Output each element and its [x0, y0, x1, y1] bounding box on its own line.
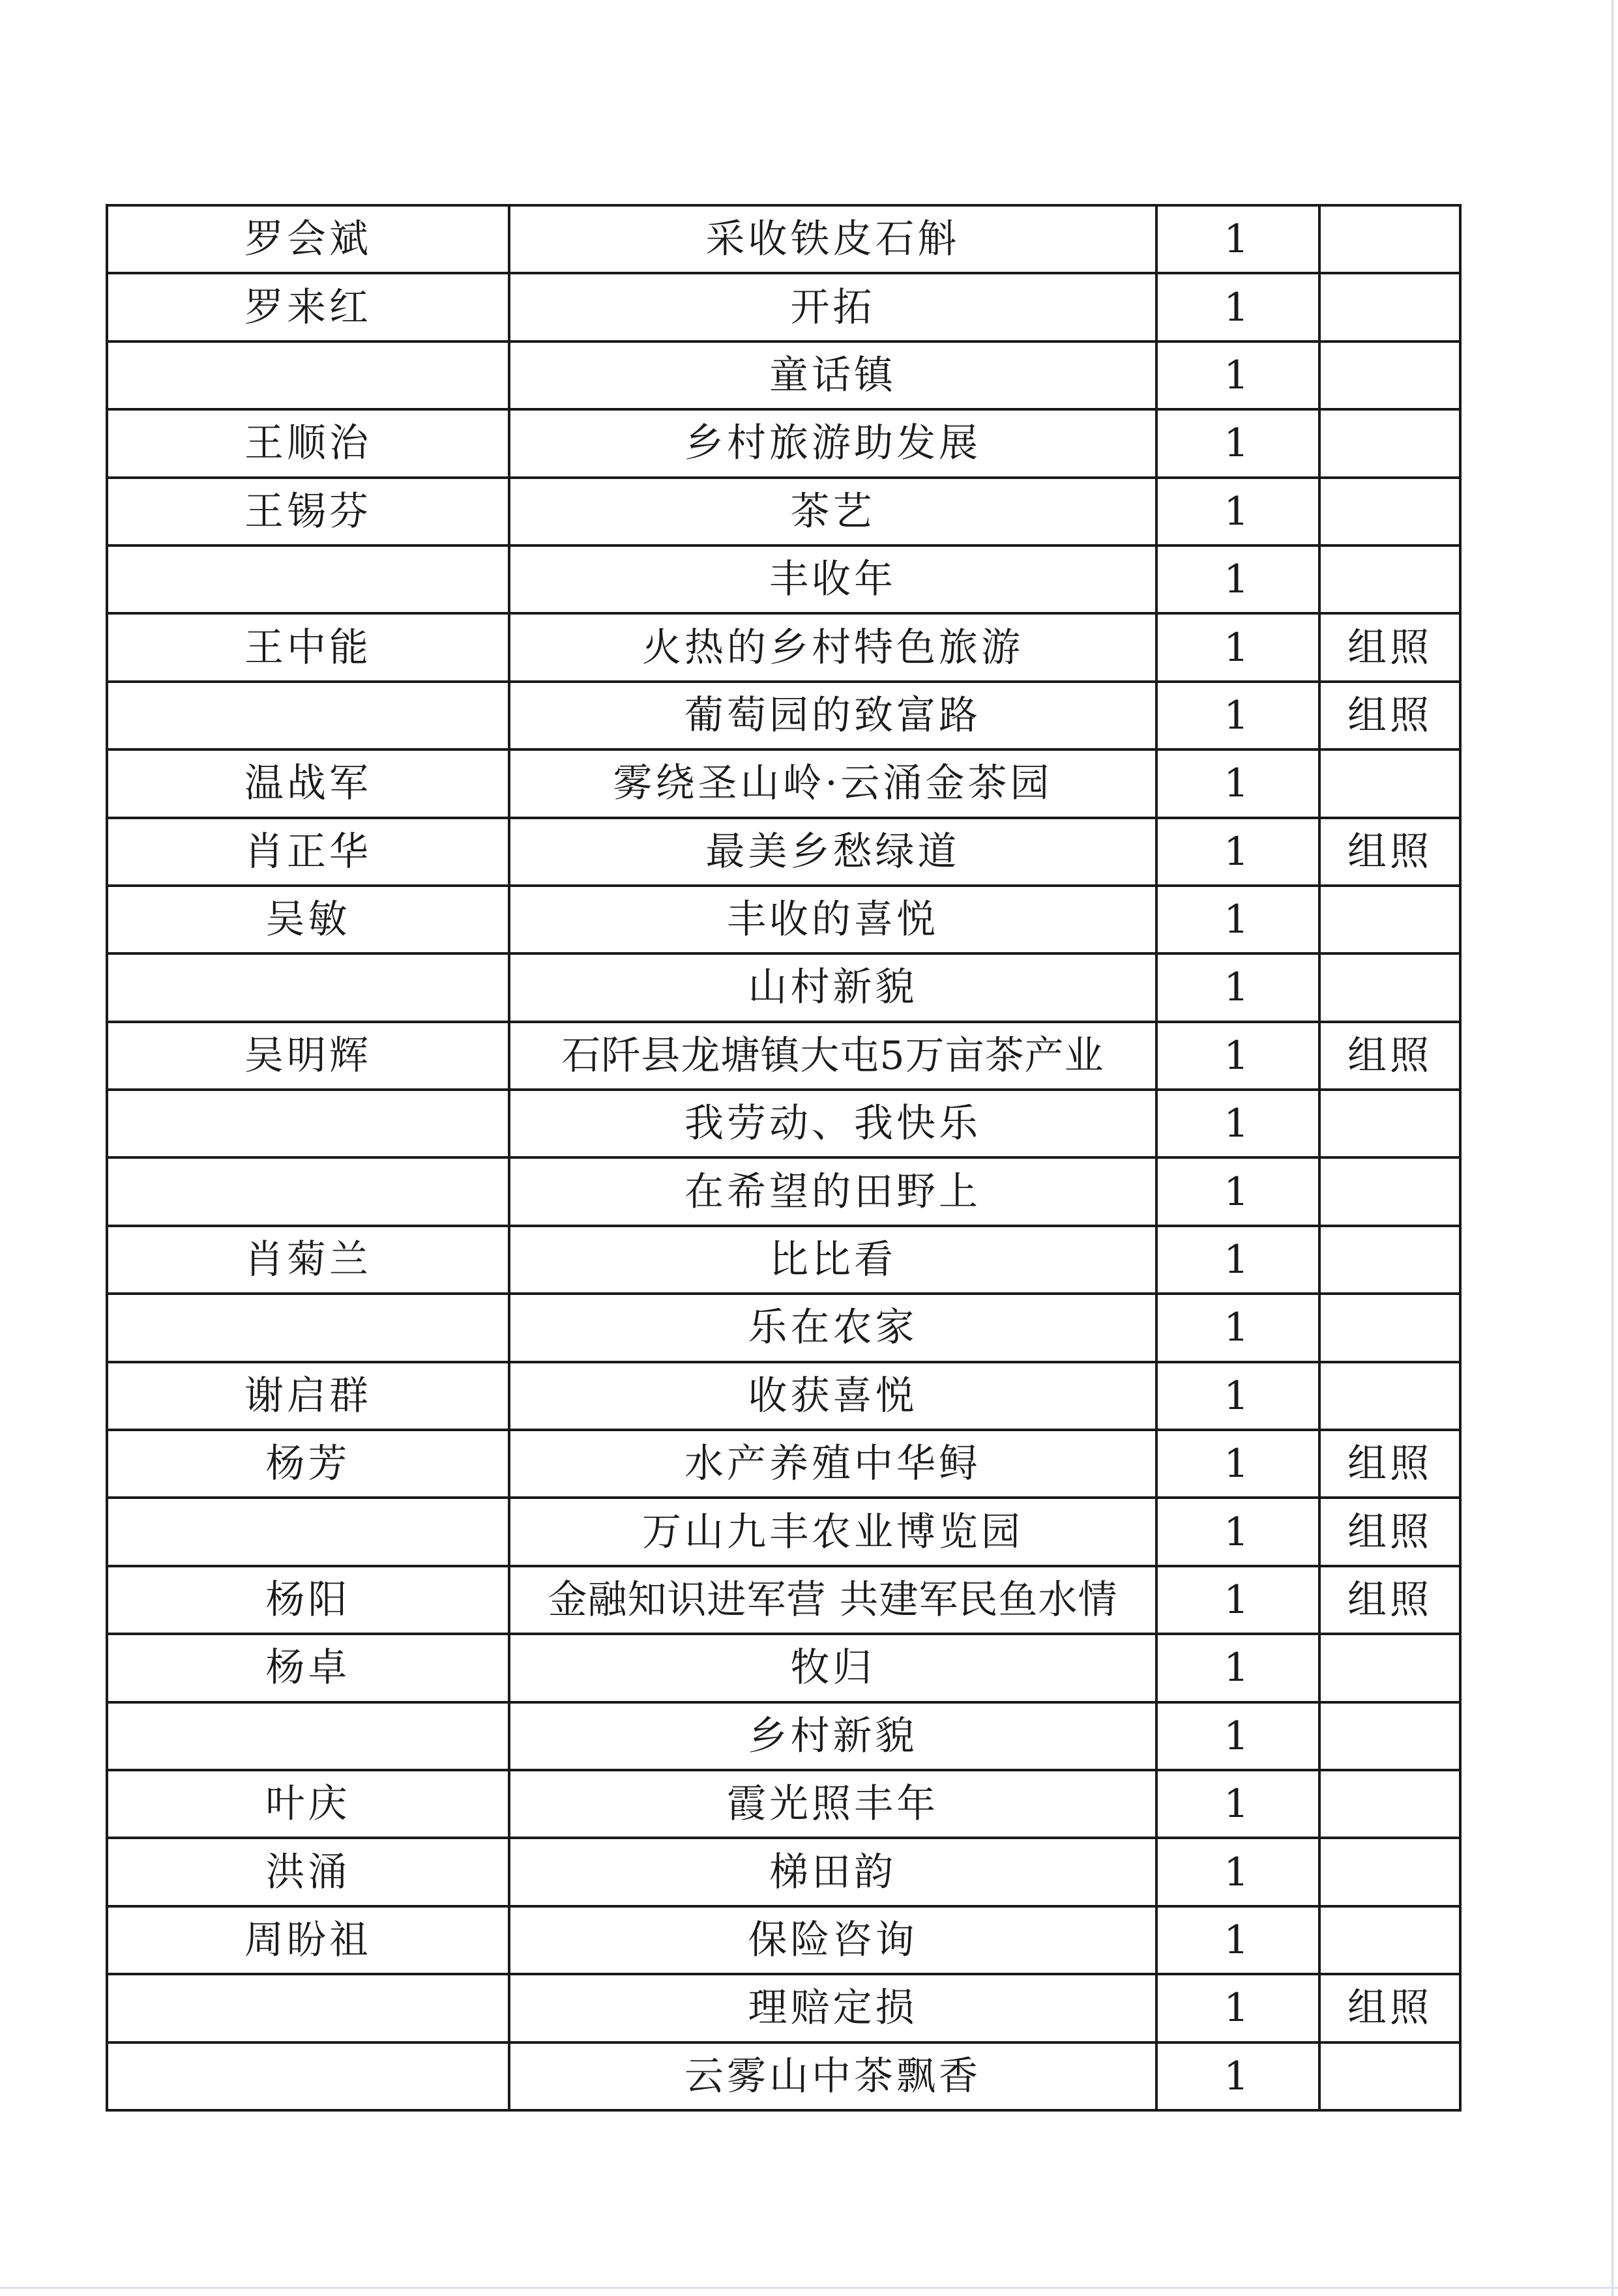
- count-cell: 1: [1156, 1022, 1319, 1090]
- count-cell: 1: [1156, 478, 1319, 545]
- table-row: [107, 1226, 1460, 1294]
- count-cell: 1: [1156, 1838, 1319, 1906]
- title-cell: 童话镇: [509, 341, 1156, 409]
- note-cell: [1319, 1362, 1460, 1430]
- count-cell: 1: [1156, 1362, 1319, 1430]
- author-cell: [107, 341, 509, 409]
- count-cell: 1: [1156, 2042, 1319, 2110]
- table-row: [107, 953, 1460, 1021]
- author-cell: [107, 1090, 509, 1157]
- author-cell: 肖菊兰: [107, 1226, 509, 1294]
- note-cell: [1319, 1226, 1460, 1294]
- title-cell: 山村新貌: [509, 953, 1156, 1021]
- note-cell: [1319, 1294, 1460, 1361]
- table-row: [107, 478, 1460, 545]
- author-cell: [107, 682, 509, 749]
- title-cell: 理赔定损: [509, 1974, 1156, 2042]
- author-cell: 杨卓: [107, 1634, 509, 1702]
- count-cell: 1: [1156, 1226, 1319, 1294]
- title-cell: 乐在农家: [509, 1294, 1156, 1361]
- note-cell: [1319, 341, 1460, 409]
- table-row: [107, 818, 1460, 886]
- count-cell: 1: [1156, 749, 1319, 817]
- count-cell: 1: [1156, 1430, 1319, 1498]
- title-cell: 收获喜悦: [509, 1362, 1156, 1430]
- count-cell: 1: [1156, 818, 1319, 886]
- table-row: [107, 2042, 1460, 2110]
- note-cell: 组照: [1319, 1022, 1460, 1090]
- count-cell: 1: [1156, 1090, 1319, 1157]
- count-cell: 1: [1156, 953, 1319, 1021]
- count-cell: 1: [1156, 205, 1319, 273]
- count-cell: 1: [1156, 1702, 1319, 1770]
- author-cell: [107, 1294, 509, 1361]
- note-cell: 组照: [1319, 613, 1460, 681]
- table-row: [107, 273, 1460, 341]
- count-cell: 1: [1156, 1634, 1319, 1702]
- author-cell: 谢启群: [107, 1362, 509, 1430]
- note-cell: 组照: [1319, 818, 1460, 886]
- table-row: [107, 1362, 1460, 1430]
- table-row: [107, 886, 1460, 953]
- title-cell: 石阡县龙塘镇大屯5万亩茶产业: [509, 1022, 1156, 1090]
- count-cell: 1: [1156, 682, 1319, 749]
- note-cell: 组照: [1319, 682, 1460, 749]
- note-cell: 组照: [1319, 1498, 1460, 1565]
- author-cell: 罗会斌: [107, 205, 509, 273]
- title-cell: 雾绕圣山岭·云涌金茶园: [509, 749, 1156, 817]
- note-cell: [1319, 749, 1460, 817]
- table-row: [107, 1906, 1460, 1974]
- table-row: [107, 1974, 1460, 2042]
- title-cell: 比比看: [509, 1226, 1156, 1294]
- author-cell: 叶庆: [107, 1770, 509, 1838]
- scan-edge-right: [1611, 0, 1613, 2296]
- title-cell: 乡村新貌: [509, 1702, 1156, 1770]
- note-cell: 组照: [1319, 1566, 1460, 1634]
- title-cell: 葡萄园的致富路: [509, 682, 1156, 749]
- title-cell: 梯田韵: [509, 1838, 1156, 1906]
- note-cell: [1319, 2042, 1460, 2110]
- author-cell: [107, 1702, 509, 1770]
- table-row: [107, 1022, 1460, 1090]
- title-cell: 金融知识进军营 共建军民鱼水情: [509, 1566, 1156, 1634]
- table-row: [107, 341, 1460, 409]
- table-row: [107, 749, 1460, 817]
- note-cell: 组照: [1319, 1430, 1460, 1498]
- note-cell: [1319, 886, 1460, 953]
- count-cell: 1: [1156, 886, 1319, 953]
- title-cell: 我劳动、我快乐: [509, 1090, 1156, 1157]
- table-row: [107, 1157, 1460, 1225]
- note-cell: [1319, 1702, 1460, 1770]
- count-cell: 1: [1156, 1906, 1319, 1974]
- author-cell: 罗来红: [107, 273, 509, 341]
- author-cell: 王顺治: [107, 409, 509, 477]
- author-cell: 吴明辉: [107, 1022, 509, 1090]
- count-cell: 1: [1156, 1157, 1319, 1225]
- count-cell: 1: [1156, 341, 1319, 409]
- table-row: [107, 1090, 1460, 1157]
- note-cell: [1319, 1770, 1460, 1838]
- table-row: [107, 1430, 1460, 1498]
- author-cell: [107, 1498, 509, 1565]
- table-row: [107, 1634, 1460, 1702]
- title-cell: 万山九丰农业博览园: [509, 1498, 1156, 1565]
- author-cell: 肖正华: [107, 818, 509, 886]
- title-cell: 丰收年: [509, 545, 1156, 613]
- author-cell: [107, 1157, 509, 1225]
- title-cell: 牧归: [509, 1634, 1156, 1702]
- count-cell: 1: [1156, 613, 1319, 681]
- table-row: [107, 1770, 1460, 1838]
- note-cell: [1319, 1838, 1460, 1906]
- count-cell: 1: [1156, 545, 1319, 613]
- title-cell: 丰收的喜悦: [509, 886, 1156, 953]
- table-row: [107, 1498, 1460, 1565]
- count-cell: 1: [1156, 273, 1319, 341]
- table-row: [107, 1566, 1460, 1634]
- author-cell: [107, 953, 509, 1021]
- count-cell: 1: [1156, 1974, 1319, 2042]
- table-row: [107, 1702, 1460, 1770]
- note-cell: [1319, 545, 1460, 613]
- note-cell: [1319, 478, 1460, 545]
- title-cell: 霞光照丰年: [509, 1770, 1156, 1838]
- note-cell: [1319, 1906, 1460, 1974]
- title-cell: 保险咨询: [509, 1906, 1156, 1974]
- title-cell: 开拓: [509, 273, 1156, 341]
- title-cell: 水产养殖中华鲟: [509, 1430, 1156, 1498]
- table-row: [107, 545, 1460, 613]
- note-cell: 组照: [1319, 1974, 1460, 2042]
- table-row: [107, 409, 1460, 477]
- photo-entry-table: [106, 204, 1462, 2112]
- title-cell: 在希望的田野上: [509, 1157, 1156, 1225]
- count-cell: 1: [1156, 409, 1319, 477]
- scan-edge-bottom: [0, 2287, 1618, 2289]
- note-cell: [1319, 1090, 1460, 1157]
- note-cell: [1319, 1634, 1460, 1702]
- author-cell: 王锡芬: [107, 478, 509, 545]
- author-cell: 吴敏: [107, 886, 509, 953]
- title-cell: 云雾山中茶飘香: [509, 2042, 1156, 2110]
- table-row: [107, 1838, 1460, 1906]
- author-cell: 杨芳: [107, 1430, 509, 1498]
- note-cell: [1319, 273, 1460, 341]
- table-row: [107, 613, 1460, 681]
- author-cell: [107, 545, 509, 613]
- count-cell: 1: [1156, 1498, 1319, 1565]
- title-cell: 茶艺: [509, 478, 1156, 545]
- author-cell: 杨阳: [107, 1566, 509, 1634]
- author-cell: 洪涌: [107, 1838, 509, 1906]
- table-row: [107, 205, 1460, 273]
- note-cell: [1319, 953, 1460, 1021]
- author-cell: 温战军: [107, 749, 509, 817]
- note-cell: [1319, 409, 1460, 477]
- author-cell: 王中能: [107, 613, 509, 681]
- author-cell: 周盼祖: [107, 1906, 509, 1974]
- table-row: [107, 682, 1460, 749]
- note-cell: [1319, 205, 1460, 273]
- title-cell: 最美乡愁绿道: [509, 818, 1156, 886]
- title-cell: 火热的乡村特色旅游: [509, 613, 1156, 681]
- note-cell: [1319, 1157, 1460, 1225]
- table-row: [107, 1294, 1460, 1361]
- count-cell: 1: [1156, 1566, 1319, 1634]
- count-cell: 1: [1156, 1770, 1319, 1838]
- title-cell: 采收铁皮石斛: [509, 205, 1156, 273]
- author-cell: [107, 2042, 509, 2110]
- count-cell: 1: [1156, 1294, 1319, 1361]
- table-body: [107, 205, 1460, 2110]
- title-cell: 乡村旅游助发展: [509, 409, 1156, 477]
- author-cell: [107, 1974, 509, 2042]
